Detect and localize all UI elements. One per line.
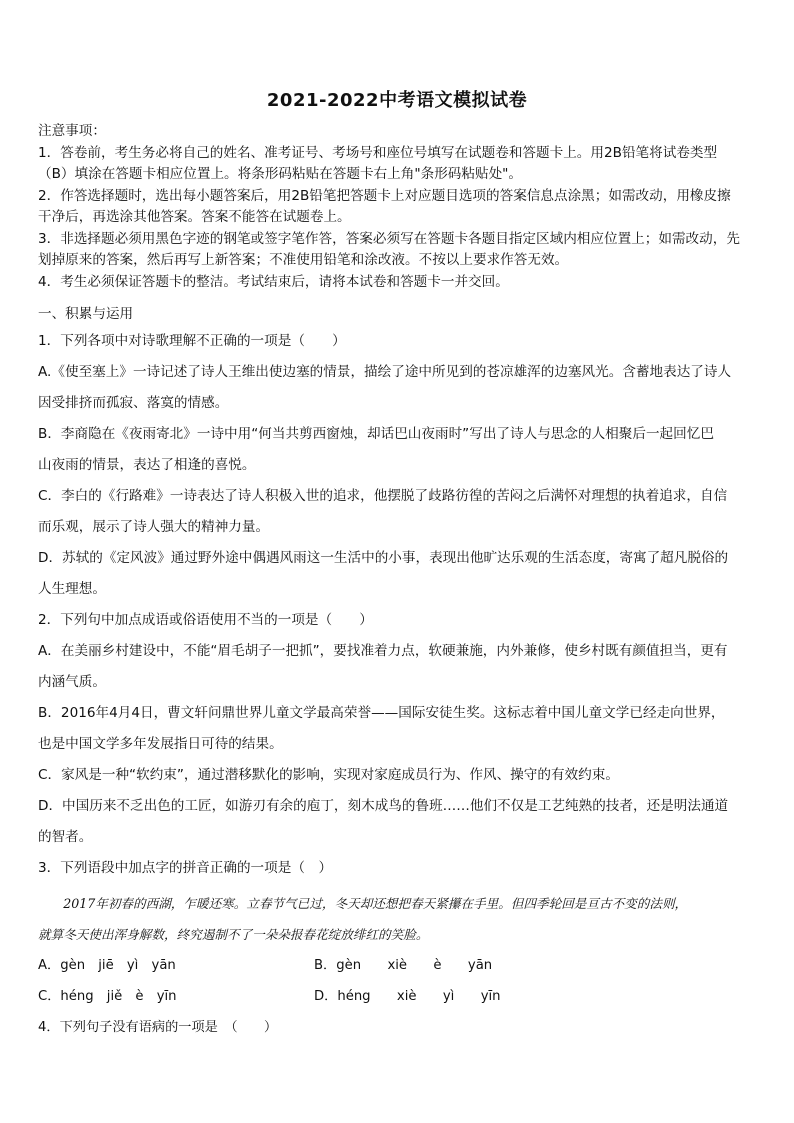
question-4-stem: 4．下列句子没有语病的一项是 （ ）: [38, 1020, 278, 1035]
question-2-option-d-cont: 的智者。: [38, 829, 93, 845]
question-3-options: [38, 950, 760, 1043]
question-2-stem: 2．下列句中加点成语或俗语使用不当的一项是（ ）: [38, 612, 373, 628]
question-3-option-d: D．héng xiè yì yīn: [314, 989, 501, 1004]
passage-line: 2017年初春的西湖，乍暖还寒。立春节气已过，冬天却还想把春天紧攥在手里。但四季轮回是亘古不变的法则，: [38, 896, 688, 911]
notice-line: 4．考生必须保证答题卡的整洁。考试结束后，请将本试卷和答题卡一并交回。: [38, 273, 509, 290]
question-1-option-c-cont: 而乐观，展示了诗人强大的精神力量。: [38, 519, 270, 535]
questions-block: [38, 326, 760, 884]
question-2-option-b-cont: 也是中国文学多年发展指日可待的结果。: [38, 736, 283, 752]
options-row-1: [38, 950, 760, 981]
notice-line: 2．作答选择题时，选出每小题答案后，用2B铅笔把答题卡上对应题目选项的答案信息点涂黑；如需改动，用橡皮擦: [38, 187, 731, 204]
notice-line: 干净后，再选涂其他答案。答案不能答在试题卷上。: [38, 209, 351, 225]
question-3-stem: 3．下列语段中加点字的拼音正确的一项是（ ）: [38, 860, 333, 876]
section-heading: 一、积累与运用: [38, 306, 134, 322]
question-1-option-c: C．李白的《行路难》一诗表达了诗人积极入世的追求，他摆脱了歧路彷徨的苦闷之后满怀对理想的执着追求，自信: [38, 488, 728, 504]
question-1-stem: 1．下列各项中对诗歌理解不正确的一项是（ ）: [38, 333, 346, 349]
question-1-option-a: A.《使至塞上》一诗记述了诗人王维出使边塞的情景，描绘了途中所见到的苍凉雄浑的边塞风光。含蓄地表达了诗人: [38, 364, 732, 380]
question-1-option-b: B．李商隐在《夜雨寄北》一诗中用“何当共剪西窗烛，却话巴山夜雨时”写出了诗人与思念的人相聚后一起回忆巴: [38, 426, 714, 442]
question-2-option-a: A．在美丽乡村建设中，不能“眉毛胡子一把抓”，要找准着力点，软硬兼施，内外兼修，使乡村既有颜值担当，更有: [38, 643, 728, 659]
question-1-option-d: D．苏轼的《定风波》通过野外途中偶遇风雨这一生活中的小事，表现出他旷达乐观的生活态度，寄寓了超凡脱俗的: [38, 550, 729, 566]
passage-line: 就算冬天使出浑身解数，终究遏制不了一朵朵报春花绽放绯红的笑脸。: [38, 927, 429, 942]
notice-block: [38, 121, 760, 293]
question-3-option-b: B．gèn xiè è yān: [314, 958, 493, 973]
question-3-option-a: A．gèn jiē yì yān: [38, 958, 176, 973]
notice-line: 划掉原来的答案，然后再写上新答案；不准使用铅笔和涂改液。不按以上要求作答无效。: [38, 252, 569, 268]
notice-line: （B）填涂在答题卡相应位置上。将条形码粘贴在答题卡右上角"条形码粘贴处"。: [38, 166, 523, 182]
page-title: 2021-2022中考语文模拟试卷: [266, 90, 528, 111]
question-1-option-b-cont: 山夜雨的情景，表达了相逢的喜悦。: [38, 457, 256, 473]
question-1-option-d-cont: 人生理想。: [38, 581, 106, 597]
question-4-stem-row: [38, 1012, 760, 1043]
question-2-option-b: B．2016年4月4日，曹文轩问鼎世界儿童文学最高荣誉——国际安徒生奖。这标志着中国儿童文学已经走向世界，: [38, 705, 725, 721]
question-2-option-a-cont: 内涵气质。: [38, 674, 106, 690]
question-3-option-c: C．héng jiě è yīn: [38, 989, 177, 1004]
question-2-option-d: D．中国历来不乏出色的工匠，如游刃有余的庖丁，刻木成鸟的鲁班……他们不仅是工艺纯熟的技者，还是明法通道: [38, 798, 729, 814]
question-1-option-a-cont: 因受排挤而孤寂、落寞的情感。: [38, 395, 229, 411]
question-3-passage: [38, 888, 760, 950]
notice-line: 3．非选择题必须用黑色字迹的钢笔或签字笔作答，答案必须写在答题卡各题目指定区域内相应位置上；如需改动，先: [38, 230, 740, 247]
notice-line: 1．答卷前，考生务必将自己的姓名、准考证号、考场号和座位号填写在试题卷和答题卡上。用2B铅笔将试卷类型: [38, 144, 718, 161]
notice-heading: 注意事项：: [38, 123, 106, 139]
question-2-option-c: C．家风是一种“软约束”，通过潜移默化的影响，实现对家庭成员行为、作风、操守的有效约束。: [38, 767, 619, 783]
options-row-2: [38, 981, 760, 1012]
